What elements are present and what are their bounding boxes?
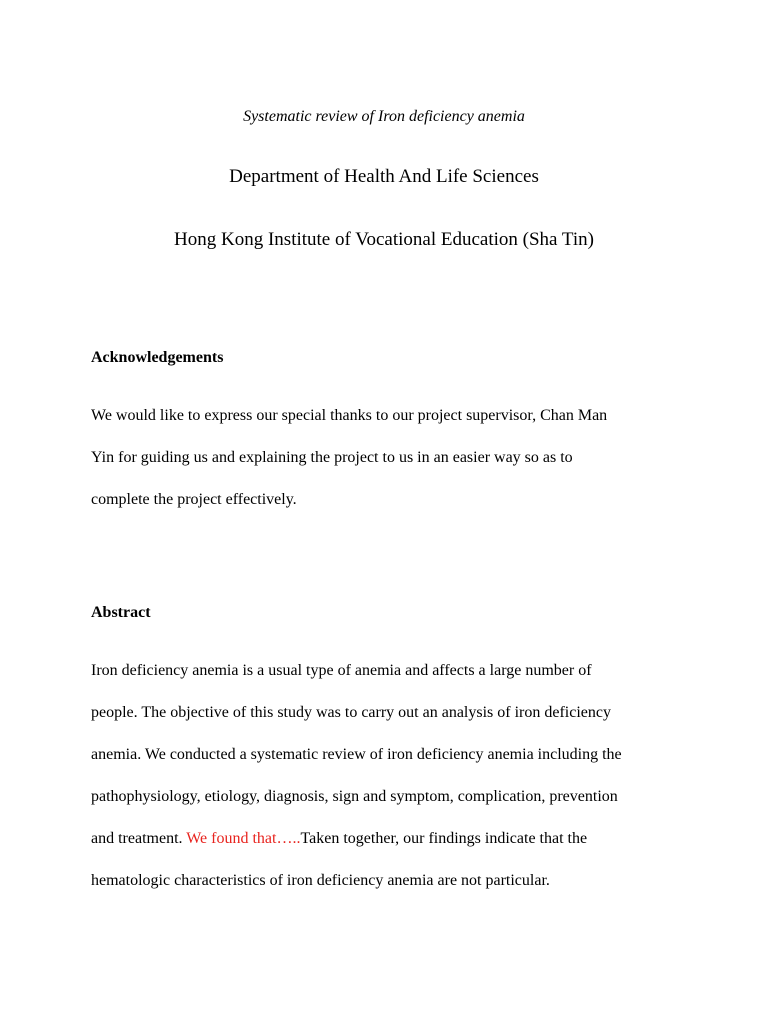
line-prefix: and treatment. xyxy=(91,830,187,847)
paragraph-line: Yin for guiding us and explaining the project to us in an easier way so as to xyxy=(91,449,573,466)
paragraph-line: Iron deficiency anemia is a usual type of anemia and affects a large number of xyxy=(91,662,592,679)
paragraph-line: We would like to express our special thanks to our project supervisor, Chan Man xyxy=(91,407,608,424)
paragraph-line: anemia. We conducted a systematic review of iron deficiency anemia including the xyxy=(91,746,622,763)
paragraph-line: complete the project effectively. xyxy=(91,491,297,508)
institution-name: Hong Kong Institute of Vocational Education (Sha Tin) xyxy=(174,229,594,250)
paragraph-line: people. The objective of this study was to carry out an analysis of iron deficiency xyxy=(91,704,611,721)
abstract-paragraph xyxy=(91,661,622,913)
paragraph-line: pathophysiology, etiology, diagnosis, sign and symptom, complication, prevention xyxy=(91,788,618,805)
line-suffix: Taken together, our findings indicate that the xyxy=(300,830,588,847)
paragraph-line-with-highlight xyxy=(91,829,622,871)
acknowledgements-paragraph xyxy=(91,406,607,532)
acknowledgements-heading: Acknowledgements xyxy=(91,349,224,366)
abstract-heading: Abstract xyxy=(91,604,151,621)
department-name: Department of Health And Life Sciences xyxy=(229,166,539,187)
paragraph-line: hematologic characteristics of iron deficiency anemia are not particular. xyxy=(91,872,550,889)
highlighted-placeholder-text: We found that….. xyxy=(186,830,301,847)
document-title: Systematic review of Iron deficiency anemia xyxy=(243,108,525,125)
